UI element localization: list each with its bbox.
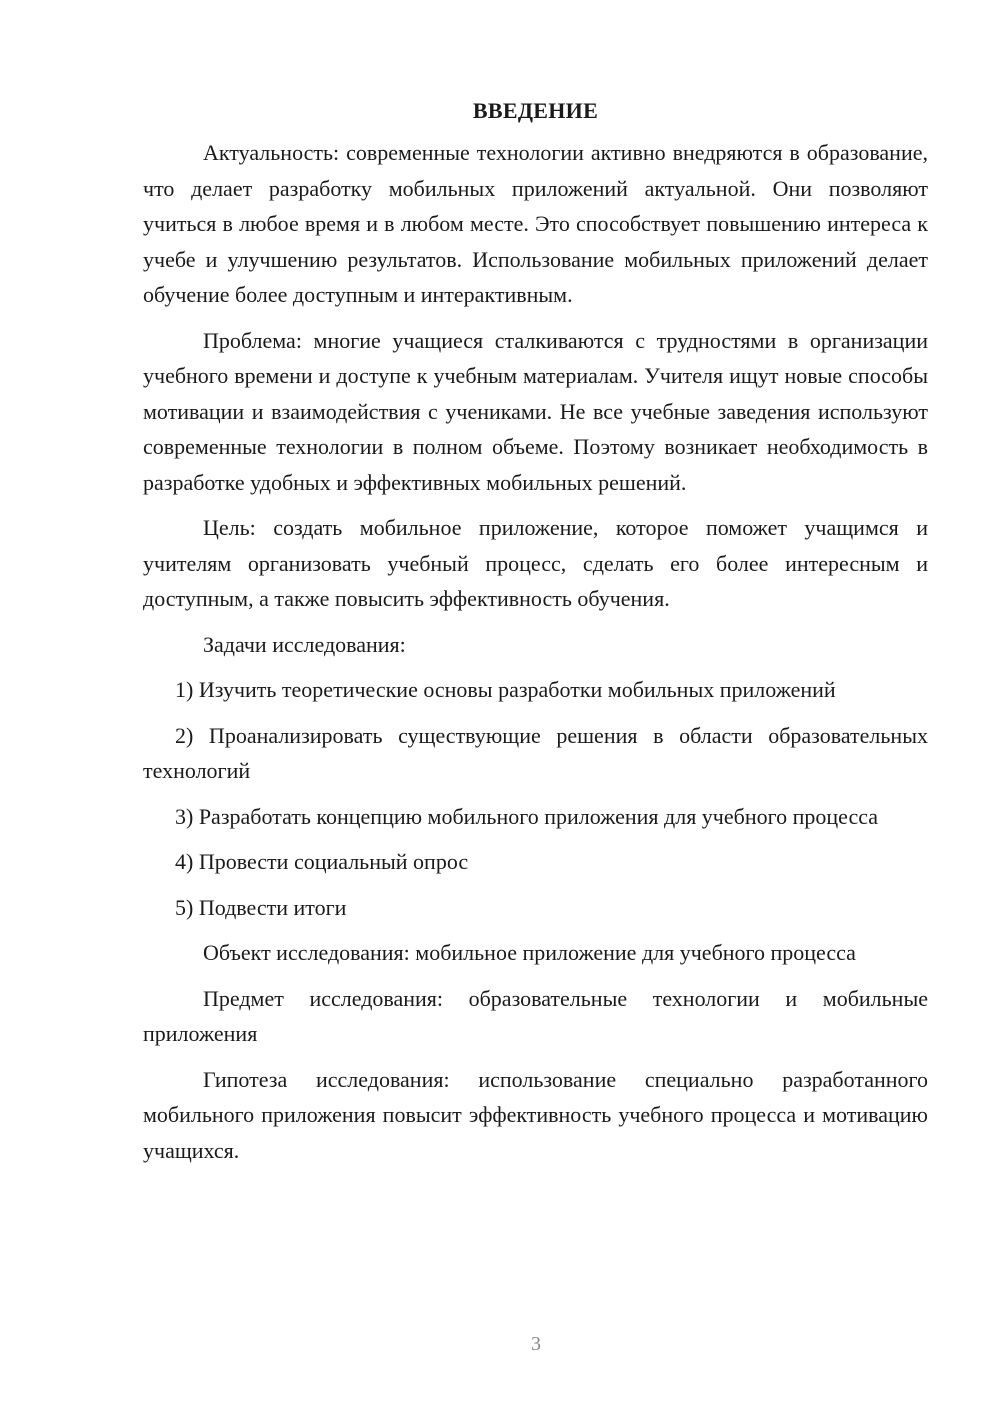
- task-list: [143, 672, 928, 925]
- task-item: 3) Разработать концепцию мобильного приложения для учебного процесса: [175, 803, 879, 829]
- tasks-heading: Задачи исследования:: [203, 631, 406, 657]
- page-number: 3: [531, 1333, 541, 1355]
- paragraph-hypothesis: Гипотеза исследования: использование специально разработанного мобильного приложения повысит эффективность учебного процесса и мотивацию учащихся.: [143, 1066, 928, 1163]
- page-title: ВВЕДЕНИЕ: [472, 98, 599, 123]
- task-item: 1) Изучить теоретические основы разработки мобильных приложений: [175, 677, 836, 702]
- paragraph-subject: Предмет исследования: образовательные технологии и мобильные приложения: [143, 985, 928, 1046]
- paragraph-problem: Проблема: многие учащиеся сталкиваются с трудностями в организации учебного времени и доступе к учебным материалам. Учителя ищут новые способы мотивации и взаимодействия с учениками. Не все учебные заведения используют современные технологии в полном объеме. Поэтому возникает необходимость в разработке удобных и эффективных мобильных решений.: [143, 327, 928, 495]
- page-content: [143, 96, 928, 1178]
- paragraph-object: Объект исследования: мобильное приложение для учебного процесса: [203, 940, 856, 965]
- task-item: 2) Проанализировать существующие решения в области образовательных технологий: [143, 722, 928, 783]
- paragraph-goal: Цель: создать мобильное приложение, которое поможет учащимся и учителям организовать учебный процесс, сделать его более интересным и доступным, а также повысить эффективность обучения.: [143, 515, 928, 611]
- task-item: 4) Провести социальный опрос: [175, 849, 469, 874]
- task-item: 5) Подвести итоги: [175, 894, 347, 920]
- paragraph-relevance: Актуальность: современные технологии активно внедряются в образование, что делает разработку мобильных приложений актуальной. Они позволяют учиться в любое время и в любом месте. Это способствует повышению интереса к учебе и улучшению результатов. Использование мобильных приложений делает обучение более доступным и интерактивным.: [143, 140, 928, 307]
